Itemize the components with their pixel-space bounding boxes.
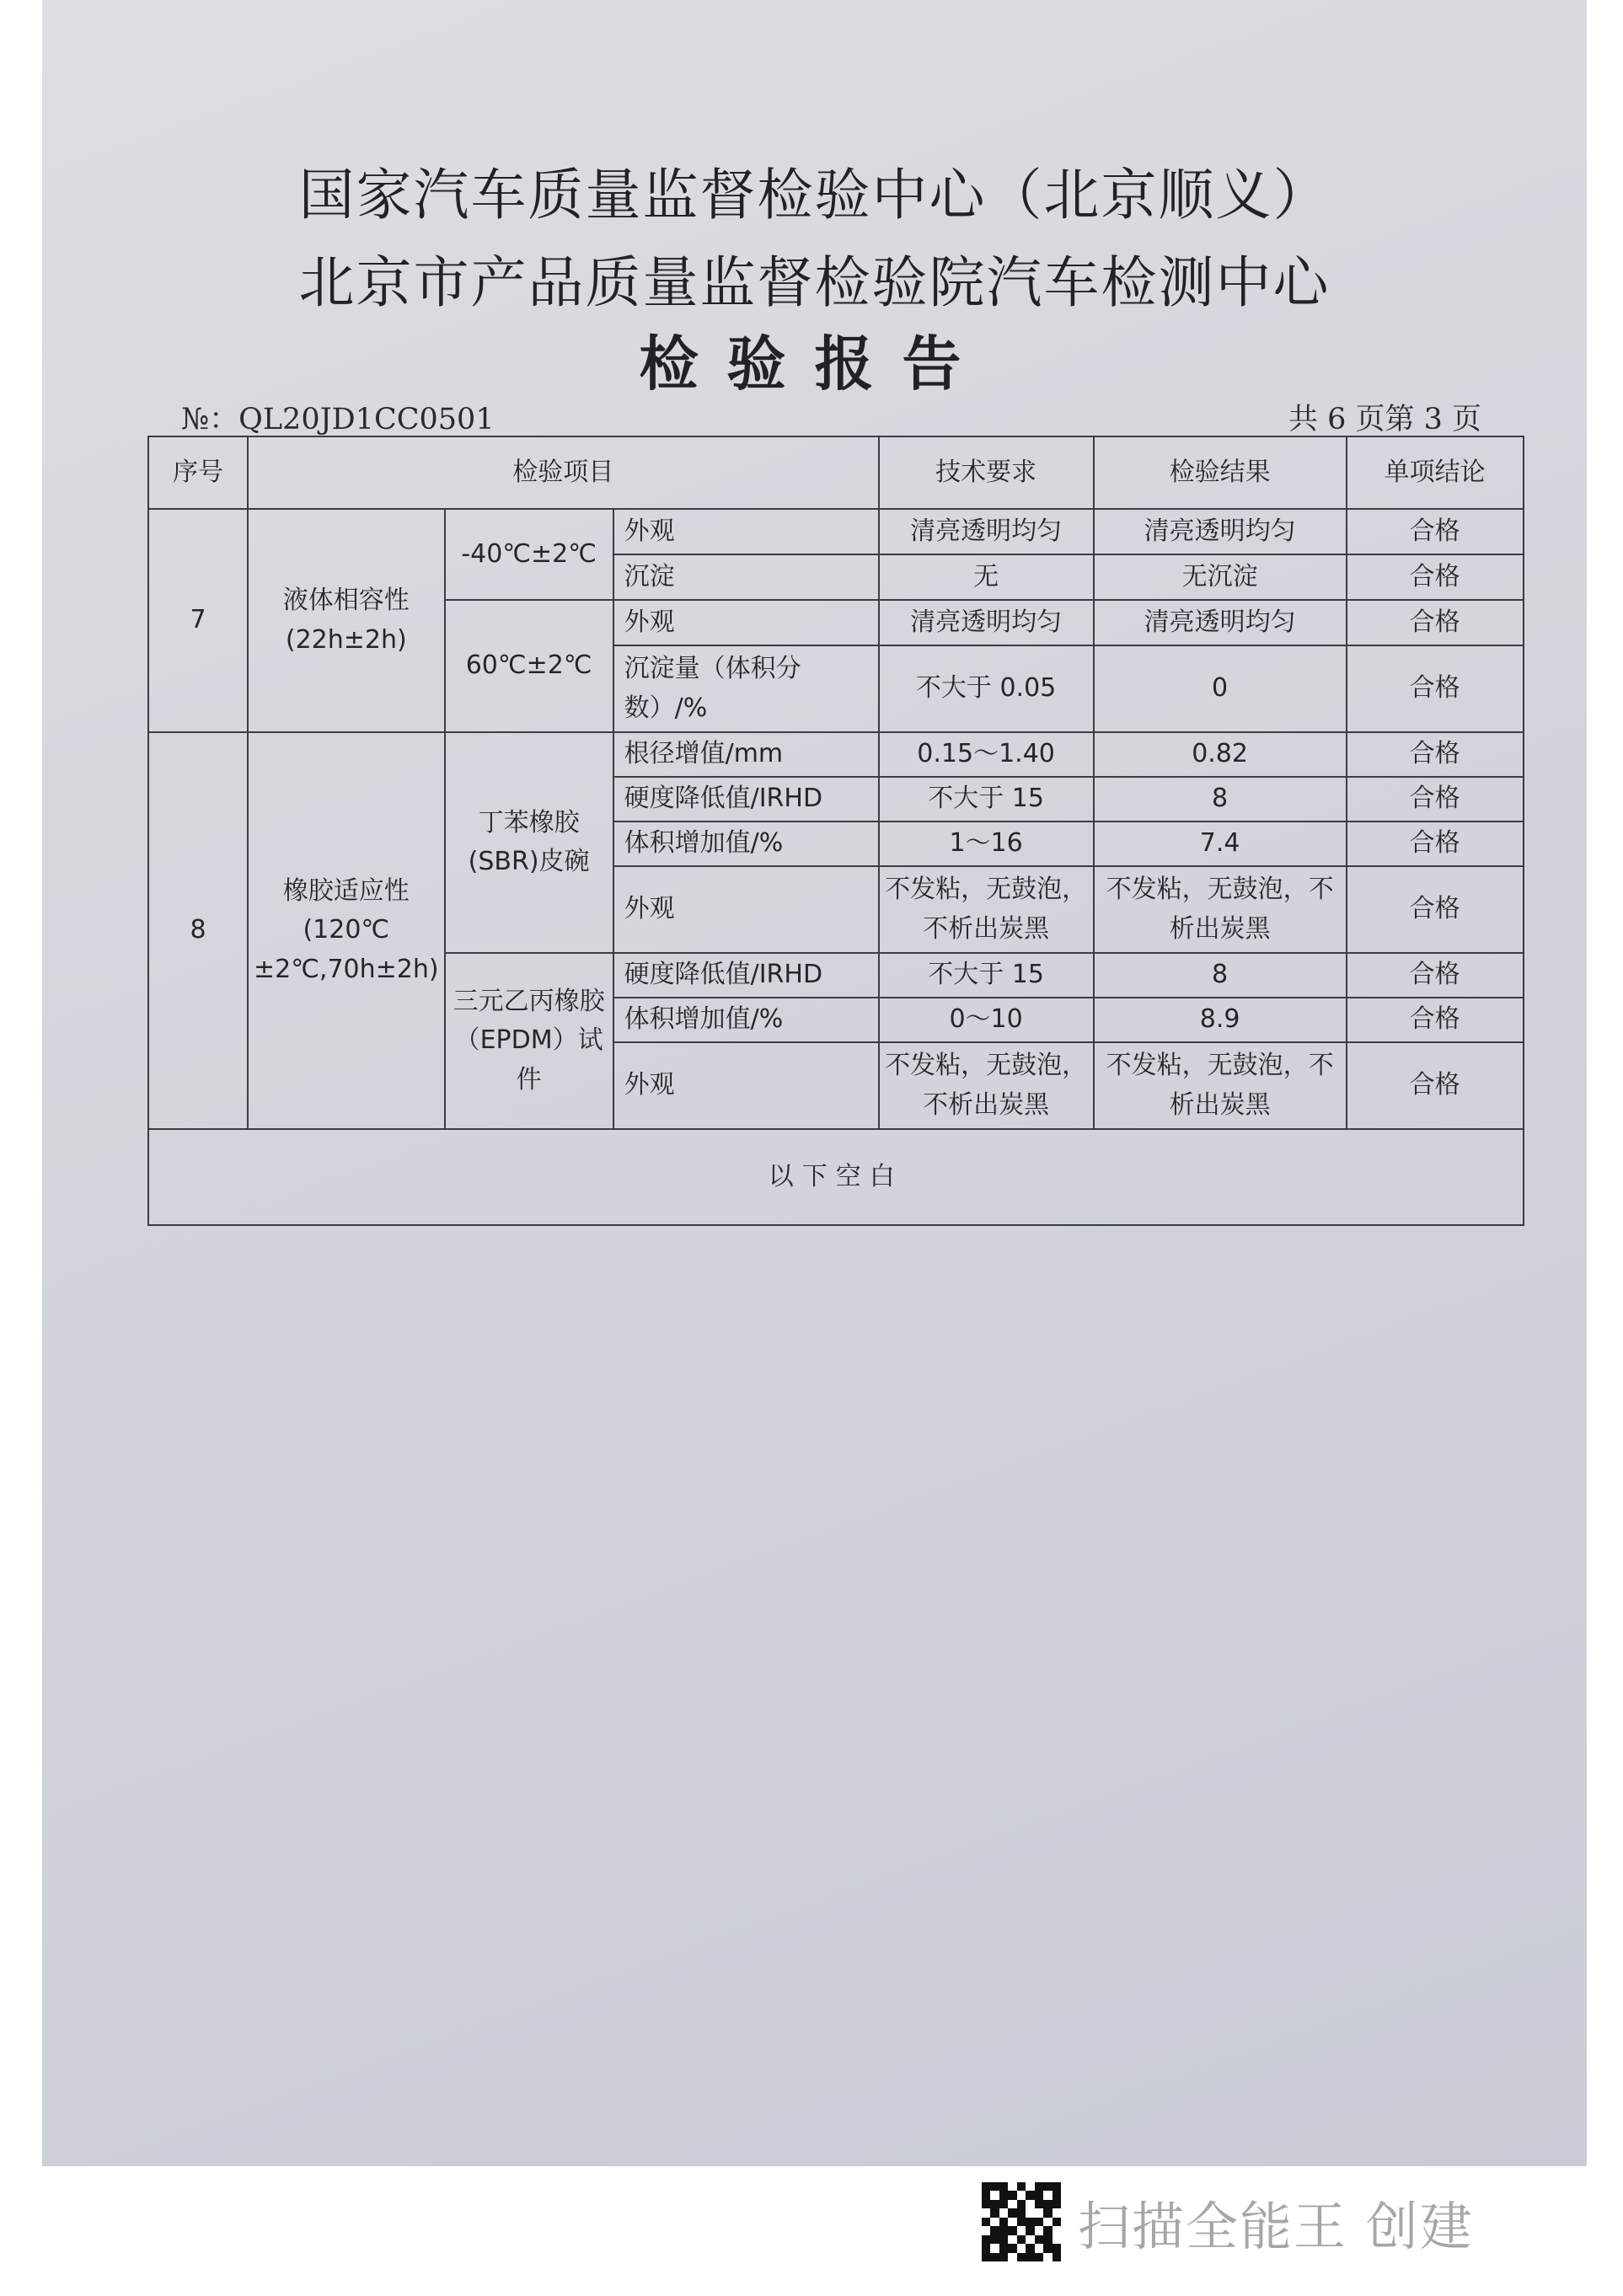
col-seq: 序号 — [148, 436, 248, 509]
item-cell: 体积增加值/% — [613, 822, 879, 866]
qr-code-icon — [982, 2182, 1061, 2261]
group-name-cell: 橡胶适应性(120℃±2℃,70h±2h) — [248, 732, 445, 1129]
table-row — [148, 509, 1524, 554]
watermark-text: 扫描全能王 创建 — [1078, 2195, 1474, 2257]
requirement-cell: 无 — [879, 554, 1094, 600]
item-cell: 根径增值/mm — [613, 732, 879, 777]
blank-note: 以下空白 — [148, 1129, 1524, 1225]
result-cell: 清亮透明均匀 — [1094, 600, 1347, 645]
item-cell: 沉淀量（体积分数）/% — [613, 645, 879, 732]
result-cell: 无沉淀 — [1094, 554, 1347, 600]
table-header-row — [148, 436, 1524, 509]
item-cell: 沉淀 — [613, 554, 879, 600]
item-cell: 硬度降低值/IRHD — [613, 777, 879, 822]
requirement-cell: 清亮透明均匀 — [879, 509, 1094, 554]
result-cell: 8.9 — [1094, 998, 1347, 1042]
item-cell: 体积增加值/% — [613, 998, 879, 1042]
condition-cell: 60℃±2℃ — [445, 600, 613, 732]
item-cell: 外观 — [613, 1042, 879, 1129]
page-indicator: 共 6 页第 3 页 — [1288, 403, 1481, 436]
item-cell: 外观 — [613, 866, 879, 953]
col-item: 检验项目 — [248, 436, 879, 509]
col-conclusion: 单项结论 — [1347, 436, 1524, 509]
table-row — [148, 1129, 1524, 1225]
result-cell: 清亮透明均匀 — [1094, 509, 1347, 554]
condition-cell: 三元乙丙橡胶（EPDM）试件 — [445, 953, 613, 1129]
col-result: 检验结果 — [1094, 436, 1347, 509]
conclusion-cell: 合格 — [1347, 645, 1524, 732]
report-title: 检验报告 — [639, 329, 990, 399]
conclusion-cell: 合格 — [1347, 998, 1524, 1042]
item-cell: 外观 — [613, 600, 879, 645]
inspection-table — [147, 436, 1524, 1226]
scanner-watermark — [982, 2182, 1474, 2261]
conclusion-cell: 合格 — [1347, 1042, 1524, 1129]
table-row — [148, 732, 1524, 777]
seq-cell: 7 — [148, 509, 248, 732]
seq-cell: 8 — [148, 732, 248, 1129]
conclusion-cell: 合格 — [1347, 732, 1524, 777]
requirement-cell: 不大于 0.05 — [879, 645, 1094, 732]
conclusion-cell: 合格 — [1347, 777, 1524, 822]
result-cell: 不发粘，无鼓泡，不析出炭黑 — [1094, 866, 1347, 953]
requirement-cell: 不大于 15 — [879, 777, 1094, 822]
requirement-cell: 不发粘，无鼓泡，不析出炭黑 — [879, 866, 1094, 953]
conclusion-cell: 合格 — [1347, 554, 1524, 600]
result-cell: 不发粘，无鼓泡，不析出炭黑 — [1094, 1042, 1347, 1129]
item-cell: 外观 — [613, 509, 879, 554]
conclusion-cell: 合格 — [1347, 600, 1524, 645]
conclusion-cell: 合格 — [1347, 953, 1524, 998]
conclusion-cell: 合格 — [1347, 509, 1524, 554]
org-title-1: 国家汽车质量监督检验中心（北京顺义） — [298, 163, 1331, 227]
condition-cell: -40℃±2℃ — [445, 509, 613, 600]
item-cell: 硬度降低值/IRHD — [613, 953, 879, 998]
result-cell: 8 — [1094, 777, 1347, 822]
org-title-2: 北京市产品质量监督检验院汽车检测中心 — [298, 250, 1331, 315]
scanned-page — [42, 0, 1587, 2166]
result-cell: 8 — [1094, 953, 1347, 998]
result-cell: 0.82 — [1094, 732, 1347, 777]
requirement-cell: 1～16 — [879, 822, 1094, 866]
requirement-cell: 0.15～1.40 — [879, 732, 1094, 777]
col-requirement: 技术要求 — [879, 436, 1094, 509]
group-name-cell: 液体相容性(22h±2h) — [248, 509, 445, 732]
requirement-cell: 0～10 — [879, 998, 1094, 1042]
requirement-cell: 不大于 15 — [879, 953, 1094, 998]
conclusion-cell: 合格 — [1347, 866, 1524, 953]
requirement-cell: 清亮透明均匀 — [879, 600, 1094, 645]
report-number: №：QL20JD1CC0501 — [181, 403, 495, 436]
condition-cell: 丁苯橡胶(SBR)皮碗 — [445, 732, 613, 953]
conclusion-cell: 合格 — [1347, 822, 1524, 866]
result-cell: 0 — [1094, 645, 1347, 732]
result-cell: 7.4 — [1094, 822, 1347, 866]
requirement-cell: 不发粘，无鼓泡，不析出炭黑 — [879, 1042, 1094, 1129]
